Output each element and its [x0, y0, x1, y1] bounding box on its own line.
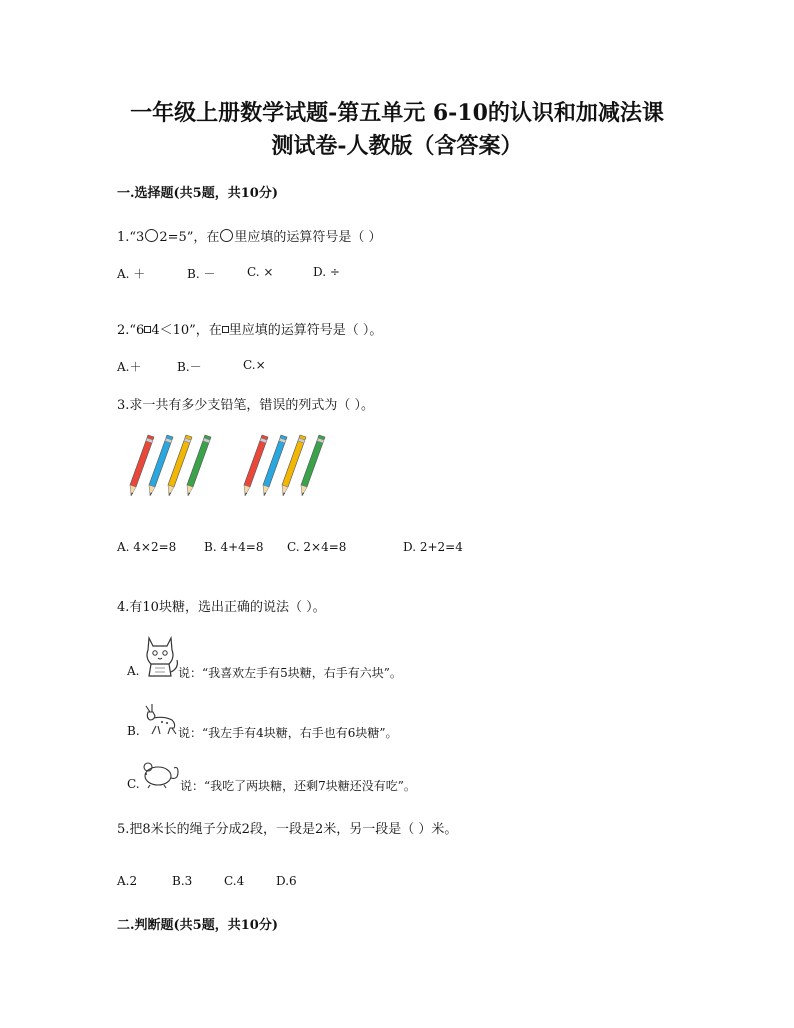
pencil-group-left	[118, 433, 214, 499]
q3-option-a[interactable]: A. 4×2=8	[117, 540, 177, 554]
cat-icon	[141, 634, 181, 680]
question-2	[117, 319, 382, 338]
q1-middle: 2=5”，在	[159, 230, 220, 245]
q2-suffix2: 里应填的运算符号是（ ）。	[228, 323, 383, 338]
question-1	[117, 226, 382, 245]
blank-circle-icon	[145, 229, 158, 242]
question-5: 5.把8米长的绳子分成2段，一段是2米，另一段是（ ）米。	[117, 822, 458, 837]
q3-option-b[interactable]: B. 4+4=8	[204, 540, 264, 554]
section-heading-judgement: 二.判断题(共5题，共10分)	[117, 918, 278, 933]
document-title-line2: 测试卷-人教版（含答案）	[271, 133, 523, 159]
q2-option-a[interactable]: A.＋	[117, 360, 142, 374]
q5-option-a[interactable]: A.2	[117, 874, 138, 888]
pencil-group-right	[232, 433, 328, 499]
q4-option-c-letter[interactable]: C.	[127, 777, 140, 791]
q4-option-b-text[interactable]: 说：“我左手有4块糖，右手也有6块糖”。	[178, 726, 398, 740]
q1-option-a[interactable]: A. ＋	[117, 267, 146, 281]
q1-prefix: 1.“3	[117, 230, 145, 245]
q2-suffix: 4＜10”，在	[151, 323, 222, 338]
q1-suffix: 里应填的运算符号是（ ）	[234, 230, 382, 245]
question-3: 3.求一共有多少支铅笔，错误的列式为（ ）。	[117, 398, 375, 413]
q5-option-c[interactable]: C.4	[224, 874, 245, 888]
question-4: 4.有10块糖，选出正确的说法（ ）。	[117, 600, 326, 615]
q2-option-b[interactable]: B.－	[177, 360, 202, 374]
q3-option-c[interactable]: C. 2×4=8	[287, 540, 347, 554]
q4-option-b-letter[interactable]: B.	[127, 724, 140, 738]
pencil-icon	[301, 435, 325, 496]
pencil-icon	[187, 435, 211, 496]
document-title-line1: 一年级上册数学试题-第五单元 6-10的认识和加减法课	[130, 100, 664, 126]
q4-option-a-text[interactable]: 说：“我喜欢左手有5块糖，右手有六块”。	[178, 666, 402, 680]
q5-option-b[interactable]: B.3	[172, 874, 193, 888]
q1-option-b[interactable]: B. －	[187, 267, 216, 281]
q1-option-c[interactable]: C. ×	[247, 265, 274, 279]
q4-option-c-text[interactable]: 说：“我吃了两块糖，还剩7块糖还没有吃”。	[180, 779, 416, 793]
mouse-icon	[140, 758, 182, 790]
q4-option-a-letter[interactable]: A.	[127, 664, 140, 678]
section-heading-choice: 一.选择题(共5题，共10分)	[117, 186, 278, 201]
blank-square-icon	[222, 326, 229, 333]
q5-option-d[interactable]: D.6	[276, 874, 297, 888]
deer-icon	[140, 702, 182, 738]
blank-circle-icon	[220, 229, 233, 242]
q3-option-d[interactable]: D. 2+2=4	[403, 540, 463, 554]
q1-option-d[interactable]: D. ÷	[313, 265, 340, 279]
q2-option-c[interactable]: C.×	[243, 358, 266, 372]
q2-prefix: 2.“6	[117, 323, 145, 338]
